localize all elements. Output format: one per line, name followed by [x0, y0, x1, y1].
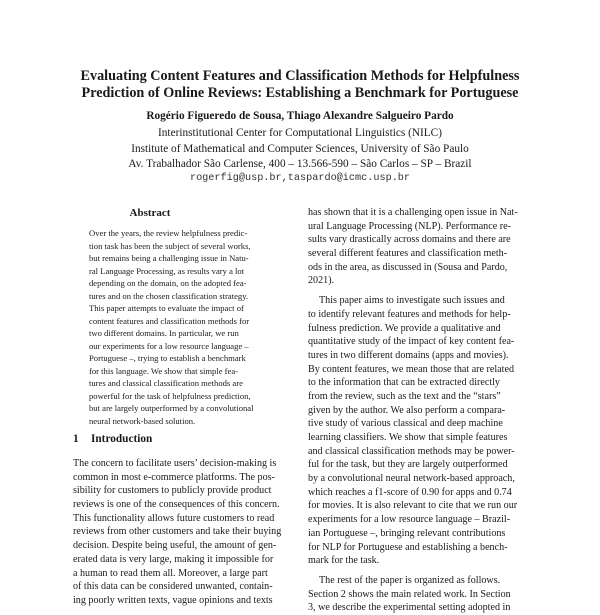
abstract-line: tures and on the chosen classification strategy.: [89, 290, 249, 301]
body-line: has shown that it is a challenging open issue in Nat-: [308, 207, 518, 218]
affiliation-line: Interinstitutional Center for Computational Linguistics (NILC): [158, 127, 442, 139]
abstract-line: but are largely outperformed by a convolutional: [89, 403, 254, 413]
body-line: tive study of various classical and deep machine: [308, 418, 503, 430]
body-line: sults vary drastically across domains and there are: [308, 234, 511, 246]
body-line: to identify relevant features and methods for help-: [308, 308, 511, 320]
body-line: learning classifiers. We show that simple features: [308, 432, 508, 443]
left-column-body: [73, 457, 295, 608]
title-line: Evaluating Content Features and Classification Methods for Helpfulness: [80, 68, 520, 84]
body-line: and classical classification methods may be power-: [308, 445, 515, 457]
body-line: Section 2 shows the main related work. In Section: [308, 588, 511, 600]
affiliation-line: Av. Trabalhador São Carlense, 400 – 13.566-590 – São Carlos – SP – Brazil: [128, 158, 472, 170]
abstract-heading: Abstract: [129, 207, 171, 219]
body-line: decision. Despite being useful, the amount of gen-: [73, 540, 277, 552]
body-line: to the information that can be extracted directly: [308, 377, 500, 389]
body-line: sibility for customers to publicly provide product: [73, 485, 272, 497]
abstract-line: for this language. We show that simple fea-: [89, 365, 239, 376]
body-line: ods in the area, as discussed in (Sousa and Pardo,: [308, 261, 508, 273]
body-line: 2021).: [308, 275, 335, 287]
affiliation: [40, 126, 560, 173]
body-line: several different features and classification meth-: [308, 248, 508, 260]
abstract-line: but remains being a challenging issue in Natu-: [89, 253, 249, 263]
author-emails: rogerfig@usp.br,taspardo@icmc.usp.br: [189, 173, 411, 184]
section-heading-introduction: [73, 432, 152, 446]
body-line: reviews is one of the consequences of this concern.: [73, 499, 280, 511]
abstract-line: ral Language Processing, as results vary a lot: [89, 265, 245, 276]
author-list: Rogério Figueredo de Sousa, Thiago Alexandre Salgueiro Pardo: [146, 110, 454, 122]
abstract-line: Portuguese –, trying to establish a benchmark: [89, 353, 246, 363]
body-line: ural Language Processing (NLP). Performance re-: [308, 220, 511, 232]
abstract-body: [89, 227, 279, 427]
body-line: fulness prediction. We provide a qualitative and: [308, 322, 501, 334]
abstract-line: content features and classification methods for: [89, 315, 250, 326]
body-line: for NLP for Portuguese and establishing a bench-: [308, 541, 508, 553]
body-line: ing poorly written texts, vague opinions and texts: [73, 594, 273, 606]
body-line: tures in two different domains (apps and movies).: [308, 349, 509, 361]
body-line: erated data is very large, making it impossible for: [73, 553, 274, 565]
body-line: given by the author. We also perform a compara-: [308, 404, 506, 416]
abstract-line: our experiments for a low resource language –: [89, 340, 249, 351]
body-line: The rest of the paper is organized as follows.: [319, 574, 501, 586]
abstract-line: Over the years, the review helpfulness predic-: [89, 228, 248, 238]
body-line: from the review, such as the text and the “stars”: [308, 390, 501, 402]
abstract-line: This paper attempts to evaluate the impact of: [89, 303, 244, 313]
body-line: by a convolutional neural network-based approach,: [308, 473, 515, 485]
body-line: reviews from other customers and take their buying: [73, 526, 282, 538]
body-line: for movies. It is also relevant to cite that we run our: [308, 500, 518, 512]
body-line: mark for the task.: [308, 555, 380, 567]
body-line: which reaches a f1-score of 0.90 for apps and 0.74: [308, 486, 512, 498]
body-line: By content features, we mean those that are related: [308, 363, 514, 375]
body-line: The concern to facilitate users’ decision-making is: [73, 458, 277, 469]
right-column-body: [308, 206, 530, 615]
section-title: Introduction: [91, 433, 153, 445]
abstract-line: tures and classical classification methods are: [89, 378, 243, 388]
abstract-line: depending on the domain, on the adopted fea-: [89, 278, 247, 288]
body-line: a human to read them all. Moreover, a large part: [73, 567, 268, 579]
abstract-line: two different domains. In particular, we run: [89, 328, 239, 338]
section-number: 1: [73, 433, 79, 445]
affiliation-line: Institute of Mathematical and Computer Sciences, University of São Paulo: [131, 142, 469, 155]
abstract-line: powerful for the task of helpfulness prediction,: [89, 390, 251, 401]
body-line: 3, we describe the experimental setting adopted in: [308, 602, 511, 614]
abstract-line: neural network-based solution.: [89, 415, 196, 426]
abstract-line: tion task has been the subject of several works,: [89, 240, 251, 251]
body-line: common in most e-commerce platforms. The pos-: [73, 471, 275, 483]
title-line: Prediction of Online Reviews: Establishing a Benchmark for Portuguese: [81, 85, 519, 101]
body-line: ian Portuguese –, bringing relevant contributions: [308, 527, 506, 539]
body-line: of this data can be considered unwanted, contain-: [73, 581, 273, 593]
body-line: quantitative study of the impact of key content fea-: [308, 336, 515, 348]
body-line: This paper aims to investigate such issues and: [319, 295, 505, 307]
paper-title: [40, 68, 560, 102]
body-line: ful for the task, but they are largely outperformed: [308, 459, 508, 471]
body-line: This functionality allows future customers to read: [73, 512, 275, 524]
body-line: experiments for a low resource language – Brazil-: [308, 514, 511, 526]
